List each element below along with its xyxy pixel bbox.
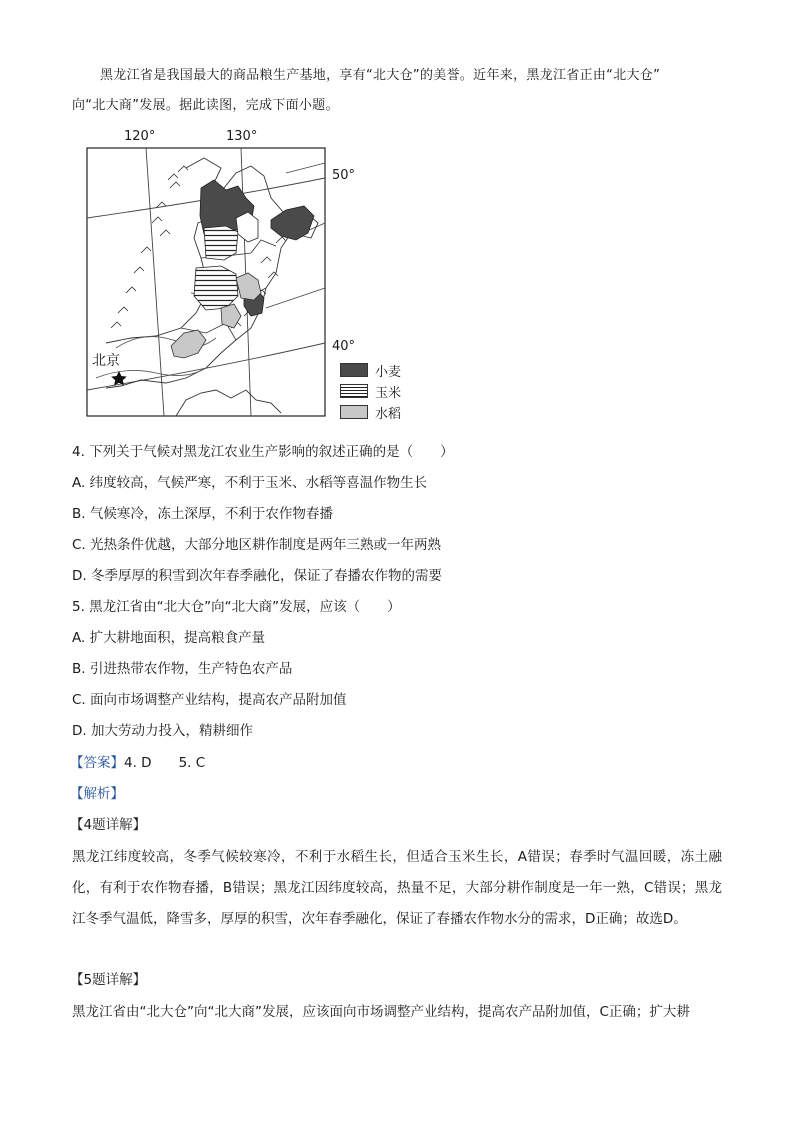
city-label-beijing: 北京 <box>92 353 120 369</box>
intro-line-2: 向“北大商”发展。据此读图，完成下面小题。 <box>72 98 339 113</box>
question-4-option-d: D. 冬季厚厚的积雪到次年春季融化，保证了春播农作物的需要 <box>72 568 442 584</box>
analysis-label: 【解析】 <box>70 786 124 802</box>
lon-label-120: 120° <box>124 129 156 144</box>
answer-label: 【答案】 <box>70 755 124 771</box>
detail-5-text: 黑龙江省由“北大仓”向“北大商”发展，应该面向市场调整产业结构，提高农产品附加值，C正确；扩大耕 <box>72 1004 690 1020</box>
legend-label-rice: 水稻 <box>375 407 402 422</box>
legend-label-wheat: 小麦 <box>375 365 402 380</box>
question-5-option-a: A. 扩大耕地面积，提高粮食产量 <box>72 630 266 646</box>
question-5-option-c: C. 面向市场调整产业结构，提高农产品附加值 <box>72 692 347 708</box>
lat-label-40: 40° <box>332 339 356 354</box>
corn-area-north <box>204 226 238 260</box>
lon-label-130: 130° <box>226 129 258 144</box>
question-4-option-a: A. 纬度较高，气候严寒，不利于玉米、水稻等喜温作物生长 <box>72 475 428 491</box>
intro-line-1: 黑龙江省是我国最大的商品粮生产基地，享有“北大仓”的美誉。近年来，黑龙江省正由“北大仓” <box>100 68 661 83</box>
answer-text: 4. D 5. C <box>124 755 206 771</box>
detail-4-title: 【4题详解】 <box>70 817 147 833</box>
detail-5-title: 【5题详解】 <box>70 972 147 988</box>
intro-passage <box>72 66 724 116</box>
question-5-option-b: B. 引进热带农作物，生产特色农产品 <box>72 661 293 677</box>
detail-4-text: 黑龙江纬度较高，冬季气候较寒冷，不利于水稻生长，但适合玉米生长，A错误；春季时气温回暖，冻土融化，有利于农作物春播，B错误；黑龙江因纬度较高，热量不足，大部分耕作制度是一年一熟，C错误；黑龙江冬季气温低，降雪多，厚厚的积雪，次年春季融化，保证了春播农作物水分的需求，D正确；故选D。 <box>72 849 722 927</box>
detail-4-body <box>72 842 722 935</box>
legend-label-corn: 玉米 <box>375 386 402 401</box>
question-5-option-d: D. 加大劳动力投入，精耕细作 <box>72 723 253 739</box>
legend-swatch-wheat <box>340 363 368 377</box>
answer-line <box>70 753 205 773</box>
question-4-stem: 4. 下列关于气候对黑龙江农业生产影响的叙述正确的是（ ） <box>72 444 454 460</box>
legend-swatch-corn <box>340 384 368 398</box>
lat-label-50: 50° <box>332 168 356 183</box>
question-5-stem: 5. 黑龙江省由“北大仓”向“北大商”发展，应该（ ） <box>72 599 401 615</box>
legend-swatch-rice <box>340 405 368 419</box>
question-4-option-b: B. 气候寒冷，冻土深厚，不利于农作物春播 <box>72 506 333 522</box>
question-4-option-c: C. 光热条件优越，大部分地区耕作制度是两年三熟或一年两熟 <box>72 537 442 553</box>
detail-5-body <box>72 997 722 1028</box>
